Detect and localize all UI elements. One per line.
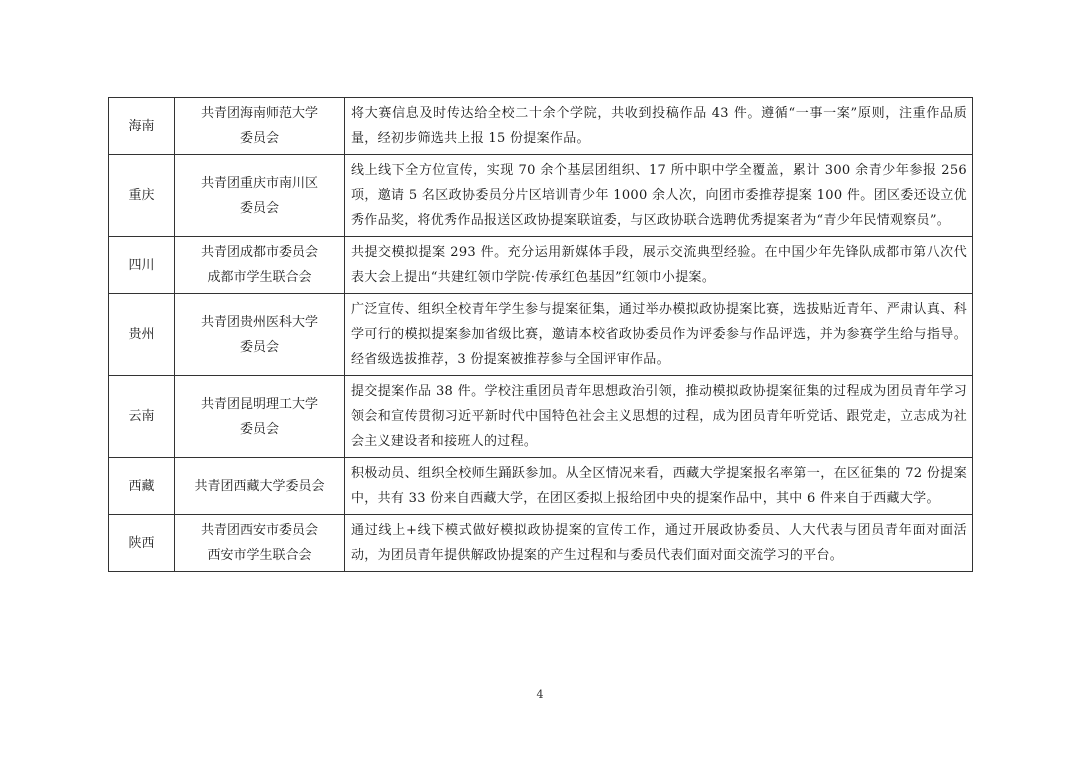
description-cell: 广泛宣传、组织全校青年学生参与提案征集，通过举办模拟政协提案比赛，选拔贴近青年、严肃认真、科学可行的模拟提案参加省级比赛，邀请本校省政协委员作为评委参与作品评选，并为参赛学生给与指导。经省级选拔推荐，3 份提案被推荐参与全国评审作品。 <box>345 294 973 376</box>
description-cell: 提交提案作品 38 件。学校注重团员青年思想政治引领，推动模拟政协提案征集的过程成为团员青年学习领会和宣传贯彻习近平新时代中国特色社会主义思想的过程，成为团员青年听党话、跟党走，立志成为社会主义建设者和接班人的过程。 <box>345 376 973 458</box>
organization-cell <box>175 376 345 458</box>
organization-cell <box>175 237 345 294</box>
document-table-container <box>108 97 972 572</box>
description-cell: 共提交模拟提案 293 件。充分运用新媒体手段，展示交流典型经验。在中国少年先锋队成都市第八次代表大会上提出“共建红领巾学院·传承红色基因”红领巾小提案。 <box>345 237 973 294</box>
region-cell: 西藏 <box>109 458 175 515</box>
table-row <box>109 376 973 458</box>
description-cell: 通过线上+线下模式做好模拟政协提案的宣传工作，通过开展政协委员、人大代表与团员青年面对面活动，为团员青年提供解政协提案的产生过程和与委员代表们面对面交流学习的平台。 <box>345 515 973 572</box>
organization-line: 共青团贵州医科大学 <box>200 314 318 330</box>
description-cell: 将大赛信息及时传达给全校二十余个学院，共收到投稿作品 43 件。遵循“一事一案”原则，注重作品质量，经初步筛选共上报 15 份提案作品。 <box>345 98 973 155</box>
region-cell: 云南 <box>109 376 175 458</box>
table-row <box>109 458 973 515</box>
table-row <box>109 294 973 376</box>
organization-line: 共青团重庆市南川区 <box>200 175 318 191</box>
organization-line: 委员会 <box>239 200 279 216</box>
region-cell: 陕西 <box>109 515 175 572</box>
organization-cell <box>175 458 345 515</box>
organization-line: 委员会 <box>239 131 279 146</box>
organization-line: 共青团西藏大学委员会 <box>194 478 325 494</box>
organization-line: 共青团成都市委员会 <box>200 245 318 260</box>
submission-table <box>108 97 973 572</box>
description-cell: 积极动员、组织全校师生踊跃参加。从全区情况来看，西藏大学提案报名率第一，在区征集的 72 份提案中，共有 33 份来自西藏大学，在团区委拟上报给团中央的提案作品中，其中 6 件来自于西藏大学。 <box>345 458 973 515</box>
organization-line: 委员会 <box>239 421 279 437</box>
organization-line: 成都市学生联合会 <box>207 270 312 285</box>
page-number: 4 <box>536 688 544 701</box>
region-cell: 重庆 <box>109 155 175 237</box>
table-row <box>109 515 973 572</box>
organization-cell <box>175 294 345 376</box>
organization-cell <box>175 98 345 155</box>
organization-line: 共青团海南师范大学 <box>200 106 318 121</box>
organization-line: 共青团西安市委员会 <box>200 523 318 538</box>
region-cell: 贵州 <box>109 294 175 376</box>
table-row <box>109 155 973 237</box>
organization-cell <box>175 515 345 572</box>
organization-line: 共青团昆明理工大学 <box>200 396 318 412</box>
organization-cell <box>175 155 345 237</box>
table-row <box>109 98 973 155</box>
region-cell: 海南 <box>109 98 175 155</box>
region-cell: 四川 <box>109 237 175 294</box>
organization-line: 委员会 <box>239 339 279 355</box>
organization-line: 西安市学生联合会 <box>207 548 312 563</box>
description-cell: 线上线下全方位宣传，实现 70 余个基层团组织、17 所中职中学全覆盖，累计 300 余青少年参报 256 项，邀请 5 名区政协委员分片区培训青少年 1000 余人次，向团市委推荐提案 100 件。团区委还设立优秀作品奖，将优秀作品报送区政协提案联谊委，与区政协联合选聘优秀提案者为“青少年民情观察员”。 <box>345 155 973 237</box>
table-row <box>109 237 973 294</box>
